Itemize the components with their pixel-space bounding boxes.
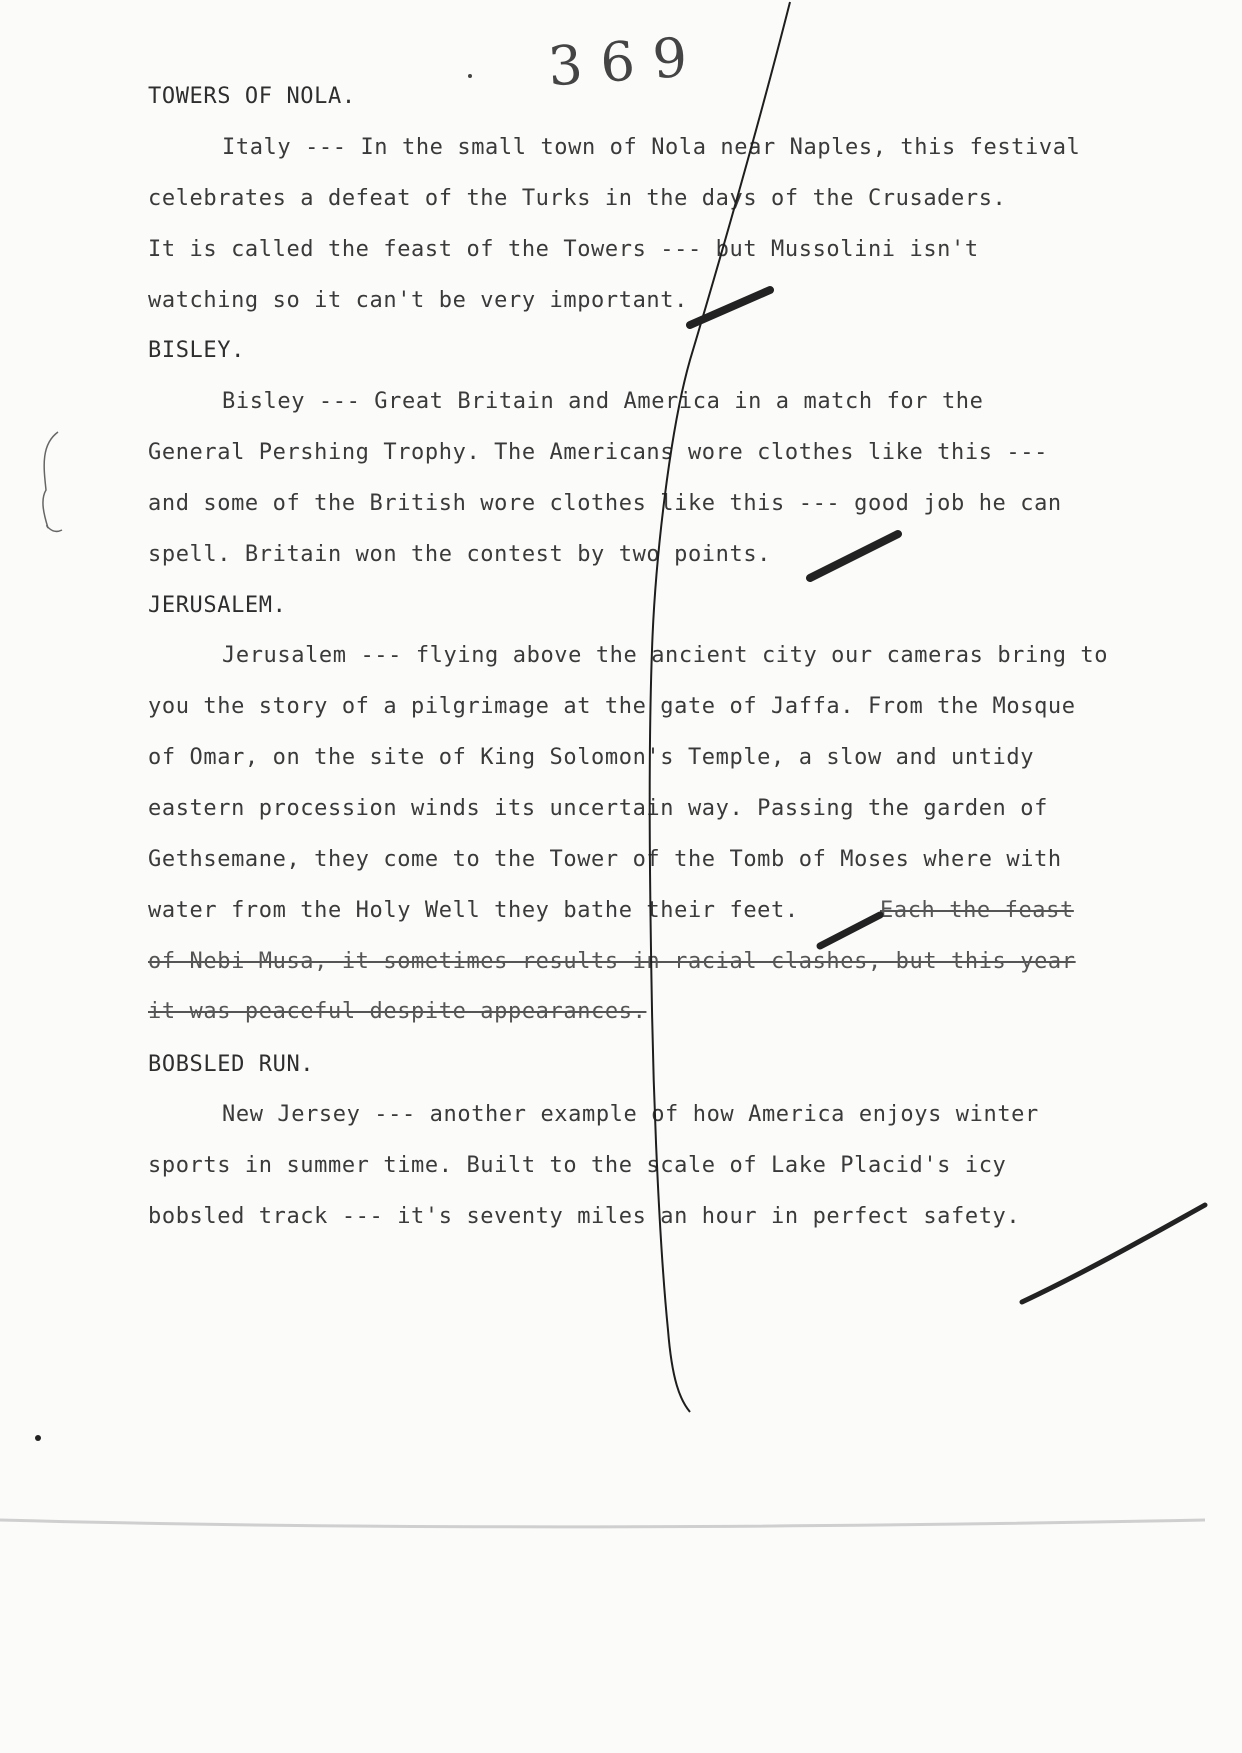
page-edge — [0, 1520, 1205, 1527]
text-line: Jerusalem --- flying above the ancient city our cameras bring to — [222, 643, 1109, 668]
text-line: sports in summer time. Built to the scale of Lake Placid's icy — [148, 1153, 1007, 1178]
struck-text-line: Each the feast — [880, 898, 1074, 923]
text-line: Gethsemane, they come to the Tower of the Tomb of Moses where with — [148, 847, 1062, 872]
struck-text-line: it was peaceful despite appearances. — [148, 999, 647, 1024]
text-line: It is called the feast of the Towers --- but Mussolini isn't — [148, 237, 979, 262]
end-mark — [1022, 1205, 1205, 1302]
margin-bracket — [43, 432, 62, 531]
section-heading-bisley: BISLEY. — [148, 338, 245, 363]
ink-dot — [35, 1435, 41, 1441]
text-line: Italy --- In the small town of Nola near Naples, this festival — [222, 135, 1081, 160]
text-line: watching so it can't be very important. — [148, 288, 688, 313]
end-mark — [810, 534, 898, 578]
end-mark — [820, 915, 880, 946]
text-line: bobsled track --- it's seventy miles an hour in perfect safety. — [148, 1204, 1021, 1229]
section-heading-nola: TOWERS OF NOLA. — [148, 84, 356, 109]
text-line: New Jersey --- another example of how America enjoys winter — [222, 1102, 1039, 1127]
struck-text-line: of Nebi Musa, it sometimes results in racial clashes, but this year — [148, 949, 1076, 974]
text-line: Bisley --- Great Britain and America in a match for the — [222, 389, 984, 414]
text-line: of Omar, on the site of King Solomon's Temple, a slow and untidy — [148, 745, 1035, 770]
section-heading-jerusalem: JERUSALEM. — [148, 593, 287, 618]
handwritten-page-number: 369 — [545, 24, 708, 99]
text-line: you the story of a pilgrimage at the gate of Jaffa. From the Mosque — [148, 694, 1076, 719]
ink-dot — [468, 74, 472, 78]
section-heading-bobsled: BOBSLED RUN. — [148, 1052, 315, 1077]
text-line: water from the Holy Well they bathe their feet. — [148, 898, 799, 923]
end-mark — [690, 290, 770, 325]
text-line: spell. Britain won the contest by two points. — [148, 542, 772, 567]
text-line: eastern procession winds its uncertain way. Passing the garden of — [148, 796, 1048, 821]
margin-line — [650, 2, 790, 1412]
text-line: celebrates a defeat of the Turks in the days of the Crusaders. — [148, 186, 1007, 211]
text-line: and some of the British wore clothes like this --- good job he can — [148, 491, 1062, 516]
text-line: General Pershing Trophy. The Americans wore clothes like this --- — [148, 440, 1048, 465]
